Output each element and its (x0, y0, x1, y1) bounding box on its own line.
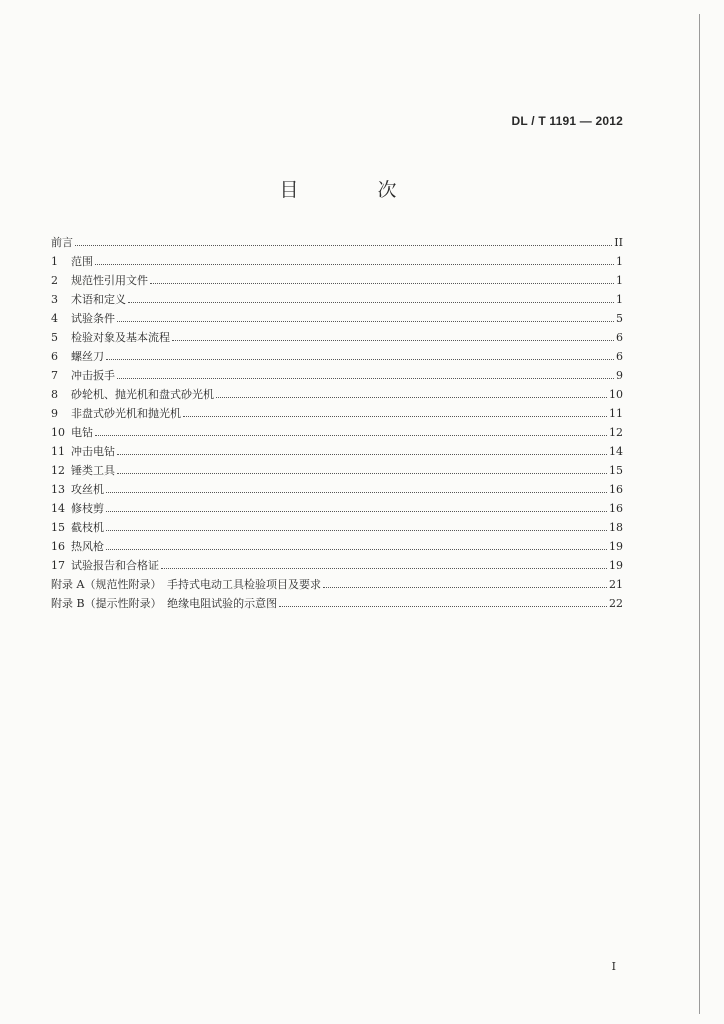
toc-entry-number: 1 (51, 255, 58, 268)
toc-entry-number: 11 (51, 445, 65, 458)
toc-entry-title: 术语和定义 (71, 293, 126, 306)
toc-entry-page: 1 (616, 293, 623, 306)
toc-leader-dots (117, 454, 607, 455)
toc-entry[interactable] (51, 328, 623, 347)
toc-entry-page: 6 (616, 350, 623, 363)
toc-entry[interactable] (51, 537, 623, 556)
toc-leader-dots (106, 511, 607, 512)
page-number: I (611, 960, 616, 973)
toc-entry[interactable] (51, 442, 623, 461)
toc-entry[interactable] (51, 423, 623, 442)
toc-entry-page: 11 (609, 407, 623, 420)
toc-entry-number: 15 (51, 521, 65, 534)
toc-entry[interactable] (51, 271, 623, 290)
toc-leader-dots (117, 378, 614, 379)
toc-entry-number: 3 (51, 293, 58, 306)
toc-entry-page: 19 (609, 559, 623, 572)
toc-entry-page: 9 (616, 369, 623, 382)
toc-entry[interactable] (51, 290, 623, 309)
toc-entry-number: 4 (51, 312, 58, 325)
toc-entry-number: 7 (51, 369, 58, 382)
toc-entry-number: 5 (51, 331, 58, 344)
toc-leader-dots (172, 340, 614, 341)
toc-leader-dots (106, 530, 607, 531)
toc-entry-page: 5 (616, 312, 623, 325)
toc-entry-title: 附录 B（提示性附录） 绝缘电阻试验的示意图 (51, 597, 278, 610)
toc-entry-title: 冲击扳手 (71, 369, 115, 382)
toc-leader-dots (161, 568, 607, 569)
toc-entry[interactable] (51, 575, 623, 594)
toc-entry-number: 9 (51, 407, 58, 420)
toc-entry[interactable] (51, 556, 623, 575)
toc-leader-dots (128, 302, 614, 303)
toc-entry-page: 18 (609, 521, 623, 534)
toc-entry-title: 砂轮机、抛光机和盘式砂光机 (71, 388, 214, 401)
toc-entry-title: 锤类工具 (71, 464, 115, 477)
toc-entry[interactable] (51, 385, 623, 404)
toc-leader-dots (95, 435, 607, 436)
toc-entry-number: 2 (51, 274, 58, 287)
toc-entry[interactable] (51, 518, 623, 537)
toc-leader-dots (117, 473, 607, 474)
toc-entry-title: 电钻 (71, 426, 93, 439)
toc-entry-page: 14 (609, 445, 623, 458)
toc-entry-page: 21 (609, 578, 623, 591)
toc-entry-number: 16 (51, 540, 65, 553)
toc-entry-title: 冲击电钻 (71, 445, 115, 458)
toc-entry[interactable] (51, 366, 623, 385)
toc-entry-title: 热风枪 (71, 540, 104, 553)
toc-entry-number: 12 (51, 464, 65, 477)
toc-entry-number: 17 (51, 559, 65, 572)
toc-entry-title: 范围 (71, 255, 93, 268)
toc-entry[interactable] (51, 347, 623, 366)
toc-entry-page: 1 (616, 274, 623, 287)
toc-entry[interactable] (51, 499, 623, 518)
toc-entry-page: 22 (609, 597, 623, 610)
toc-entry[interactable] (51, 461, 623, 480)
toc-entry-title: 检验对象及基本流程 (71, 331, 170, 344)
toc-leader-dots (106, 492, 607, 493)
toc-entry-title: 截枝机 (71, 521, 104, 534)
standard-code: DL / T 1191 — 2012 (511, 114, 623, 128)
toc-entry-title: 前言 (51, 236, 73, 249)
toc-entry[interactable] (51, 480, 623, 499)
page-title: 目 次 (279, 179, 427, 201)
toc-entry-page: 10 (609, 388, 623, 401)
toc-entry-page: 19 (609, 540, 623, 553)
toc-entry-number: 8 (51, 388, 58, 401)
toc-leader-dots (150, 283, 614, 284)
toc-leader-dots (323, 587, 607, 588)
toc-entry-page: 1 (616, 255, 623, 268)
toc-entry-title: 螺丝刀 (71, 350, 104, 363)
toc-leader-dots (106, 549, 607, 550)
toc-entry[interactable] (51, 252, 623, 271)
toc-entry-number: 13 (51, 483, 65, 496)
toc-entry-number: 6 (51, 350, 58, 363)
toc-leader-dots (95, 264, 614, 265)
toc-leader-dots (183, 416, 607, 417)
toc-entry-number: 10 (51, 426, 65, 439)
toc-entry-page: 15 (609, 464, 623, 477)
toc-leader-dots (117, 321, 614, 322)
toc-entry-number: 14 (51, 502, 65, 515)
toc-entry-page: 12 (609, 426, 623, 439)
toc-leader-dots (216, 397, 607, 398)
toc-entry[interactable] (51, 233, 623, 252)
toc-entry[interactable] (51, 594, 623, 613)
table-of-contents (51, 233, 623, 613)
toc-entry-title: 修枝剪 (71, 502, 104, 515)
toc-entry-title: 附录 A（规范性附录） 手持式电动工具检验项目及要求 (51, 578, 321, 591)
toc-entry-page: 16 (609, 483, 623, 496)
toc-entry-title: 规范性引用文件 (71, 274, 148, 287)
toc-entry-page: 6 (616, 331, 623, 344)
toc-leader-dots (106, 359, 614, 360)
toc-leader-dots (75, 245, 612, 246)
toc-entry[interactable] (51, 404, 623, 423)
scan-edge-line (699, 14, 700, 1014)
toc-entry-page: II (614, 236, 623, 249)
toc-entry-title: 非盘式砂光机和抛光机 (71, 407, 181, 420)
toc-leader-dots (279, 606, 607, 607)
toc-entry-title: 试验条件 (71, 312, 115, 325)
toc-entry[interactable] (51, 309, 623, 328)
toc-entry-page: 16 (609, 502, 623, 515)
toc-entry-title: 试验报告和合格证 (71, 559, 159, 572)
toc-entry-title: 攻丝机 (71, 483, 104, 496)
